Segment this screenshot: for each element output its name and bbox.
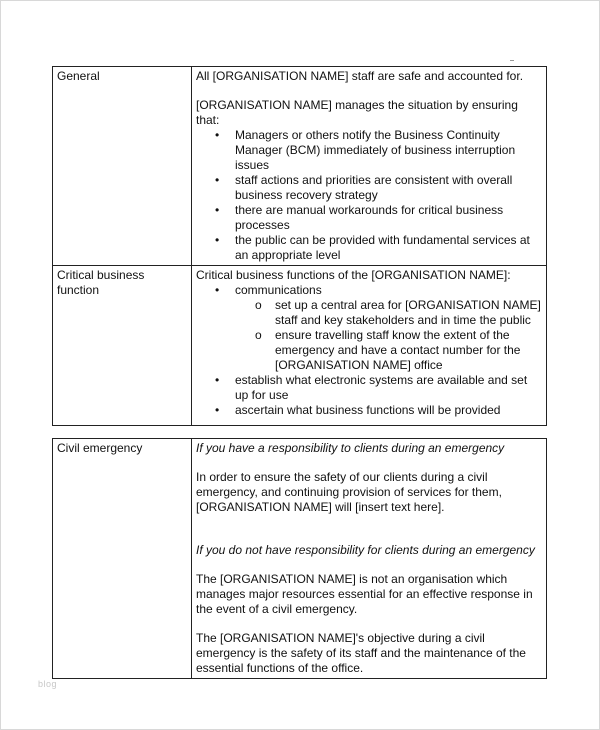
list-item — [196, 283, 542, 373]
critical-table — [52, 265, 547, 426]
critical-bullet-list — [196, 283, 542, 418]
watermark: blog — [38, 679, 58, 689]
list-item: • establish what electronic systems are available and set up for use — [196, 373, 542, 403]
civil-table — [52, 438, 547, 679]
list-item-text: communications — [235, 283, 322, 297]
civil-paragraph-3: The [ORGANISATION NAME]'s objective during a civil emergency is the safety of its staff and the maintenance of the essential functions of the office. — [196, 631, 526, 675]
list-item: • there are manual workarounds for critical business processes — [196, 203, 542, 233]
sub-list-item: o ensure travelling staff know the extent of the emergency and have a contact number for the [ORGANISATION NAME] office — [235, 328, 542, 373]
list-item: • staff actions and priorities are consistent with overall business recovery strategy — [196, 173, 542, 203]
critical-label: Critical business function — [53, 266, 192, 426]
civil-heading-1 — [196, 441, 542, 456]
list-item: • ascertain what business functions will be provided — [196, 403, 542, 418]
civil-paragraph-1: In order to ensure the safety of our clients during a civil emergency, and continuing provision of services for them, [ORGANISATION NAME] will [insert text here]. — [196, 470, 502, 514]
page-mark — [510, 60, 514, 61]
civil-content — [192, 439, 547, 679]
critical-content — [192, 266, 547, 426]
civil-heading-2-text: If you do not have responsibility for clients during an emergency — [196, 543, 535, 557]
civil-paragraph-2: The [ORGANISATION NAME] is not an organisation which manages major resources essential for an effective response in the event of a civil emergency. — [196, 572, 533, 616]
general-table — [52, 66, 547, 266]
general-intro: [ORGANISATION NAME] manages the situation by ensuring that: — [196, 98, 518, 127]
sub-list-item: o set up a central area for [ORGANISATION NAME] staff and key stakeholders and in time the public — [235, 298, 542, 328]
general-label: General — [53, 67, 192, 266]
general-content — [192, 67, 547, 266]
critical-sub-list — [235, 298, 542, 373]
general-bullet-list — [196, 128, 542, 263]
critical-intro: Critical business functions of the [ORGANISATION NAME]: — [196, 268, 511, 282]
civil-heading-1-text: If you have a responsibility to clients during an emergency — [196, 441, 505, 455]
civil-label: Civil emergency — [53, 439, 192, 679]
list-item: • Managers or others notify the Business Continuity Manager (BCM) immediately of business interruption issues — [196, 128, 542, 173]
general-line: All [ORGANISATION NAME] staff are safe and accounted for. — [196, 69, 524, 83]
list-item: • the public can be provided with fundamental services at an appropriate level — [196, 233, 542, 263]
civil-heading-2 — [196, 543, 542, 558]
